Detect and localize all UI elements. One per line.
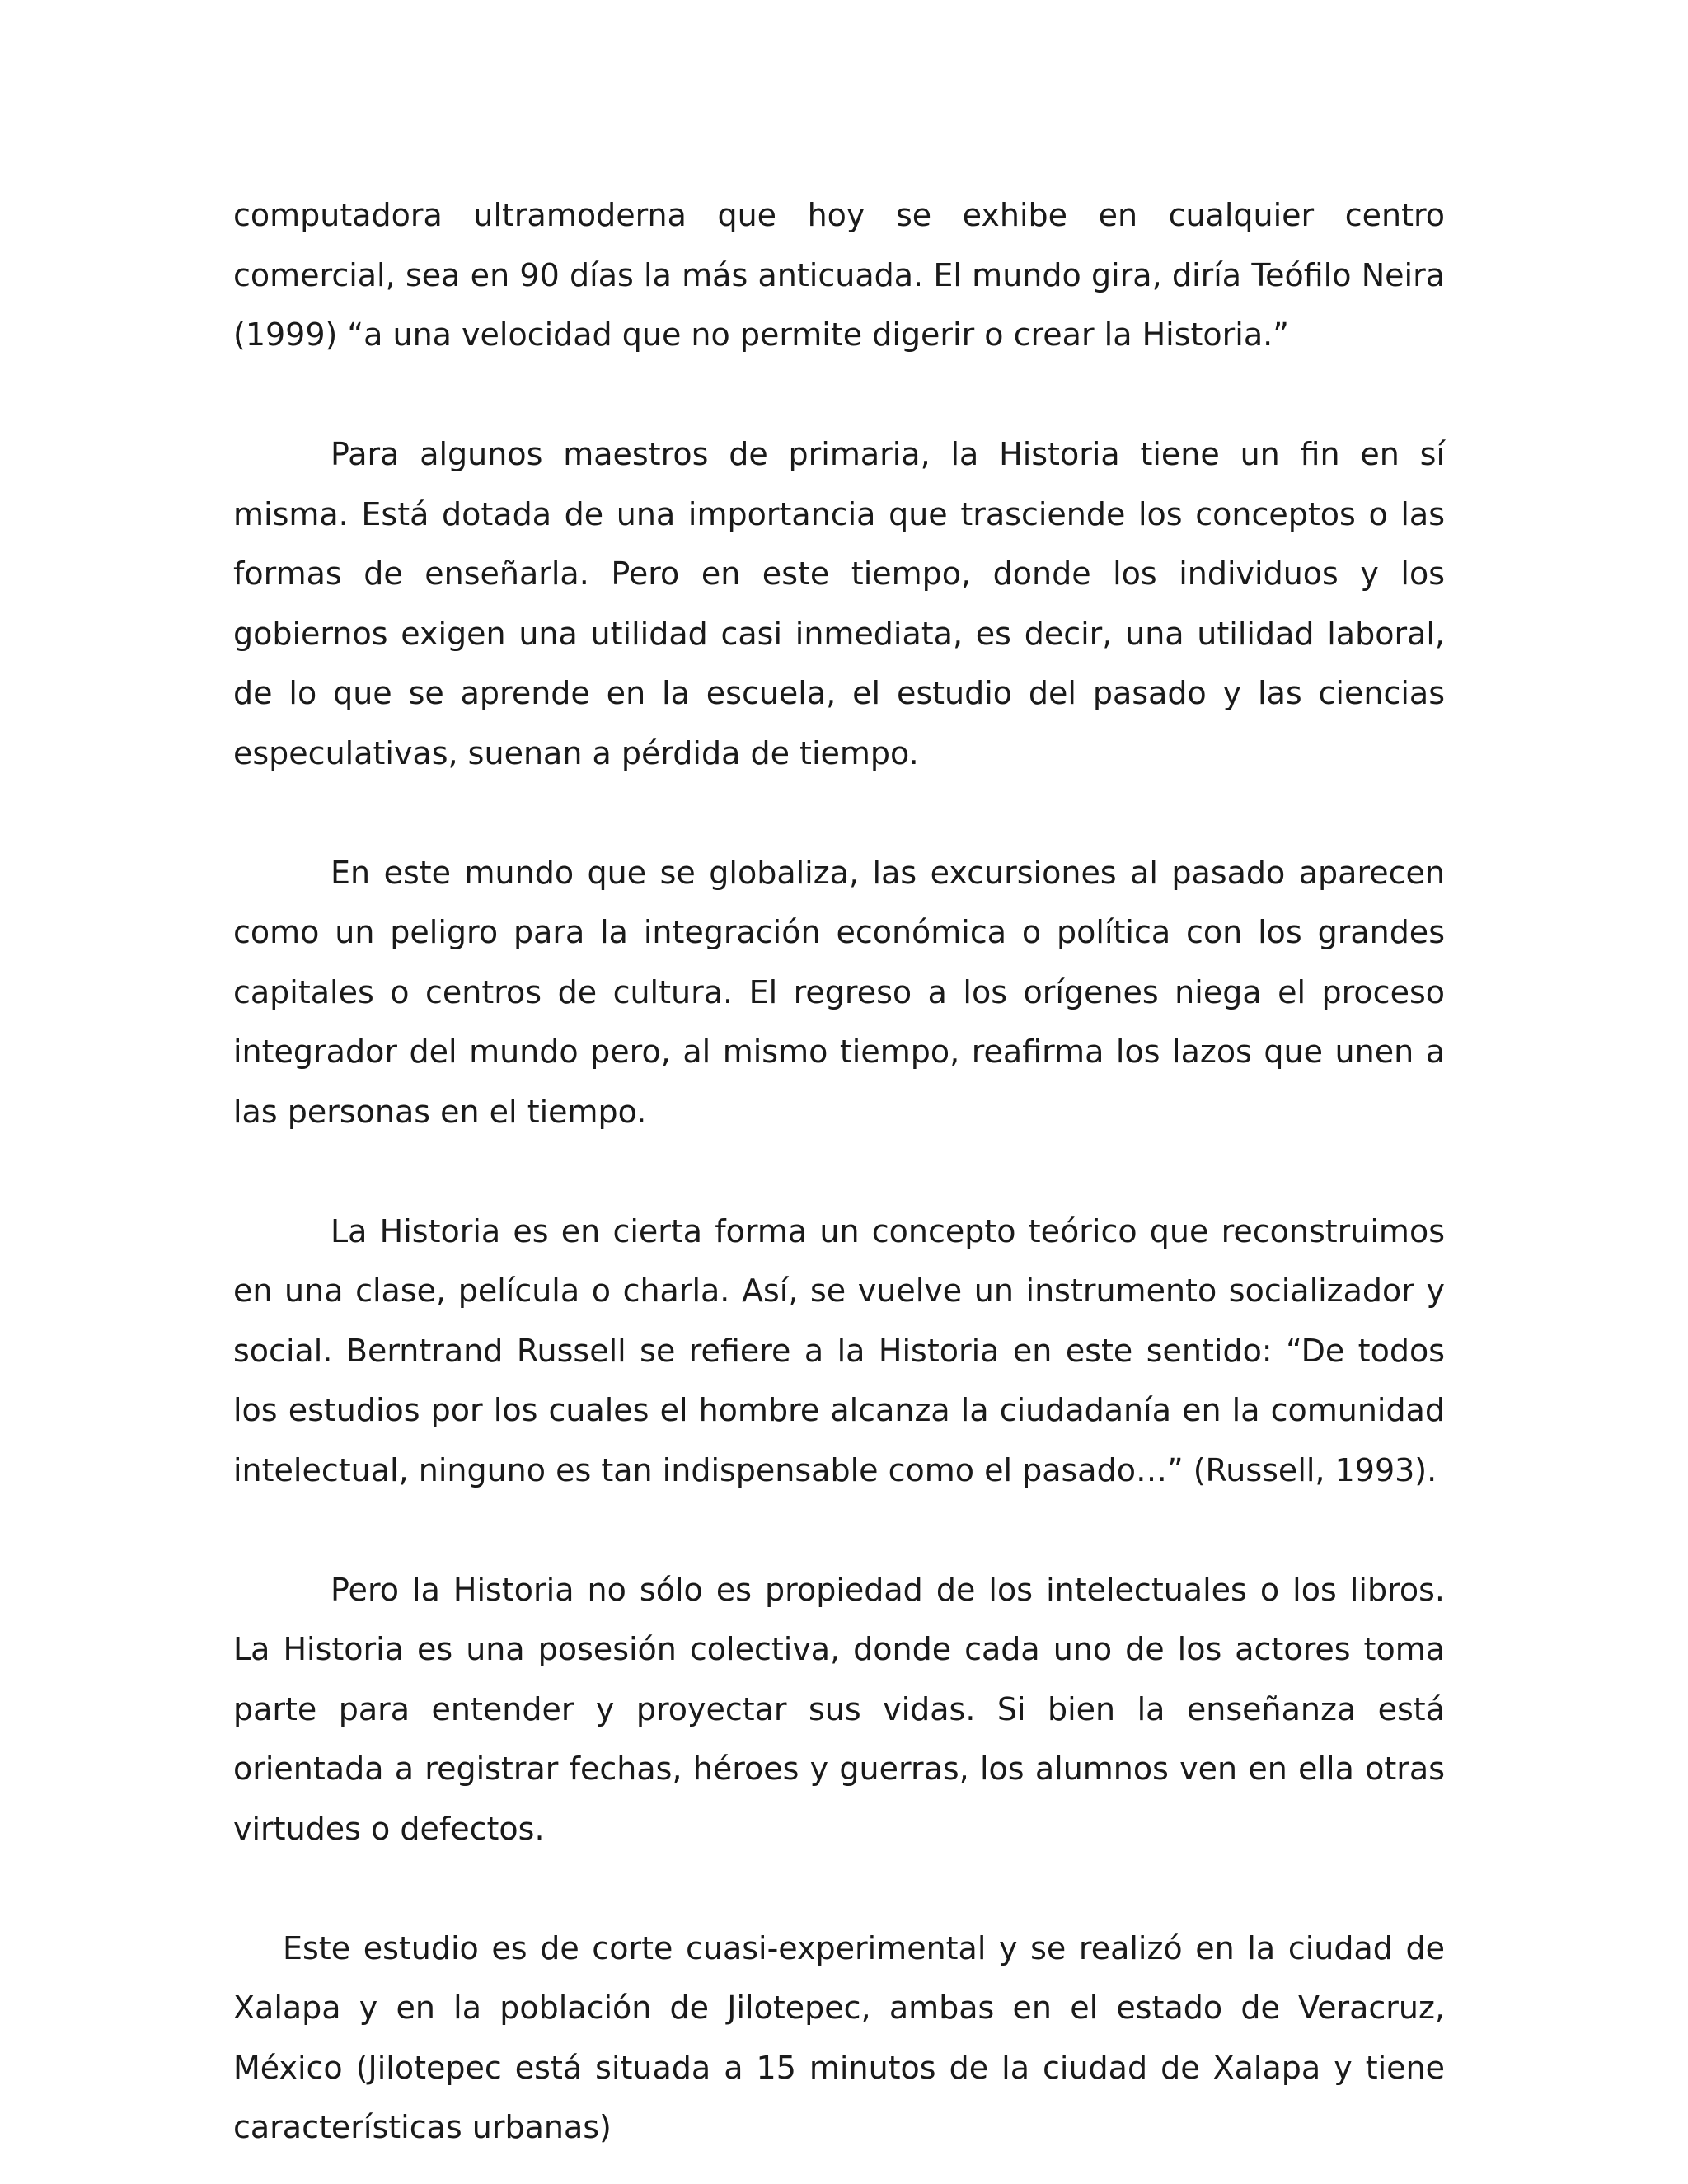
paragraph-1: computadora ultramoderna que hoy se exhibe en cualquier centro comercial, sea en 90 días la más anticuada. El mundo gira, diría Teófilo Neira (1999) “a una velocidad que no permite digerir o crear la Historia.” <box>233 197 1445 353</box>
paragraph-4: La Historia es en cierta forma un concepto teórico que reconstruimos en una clase, película o charla. Así, se vuelve un instrumento socializador y social. Berntrand Russell se refiere a la Historia en este sentido: “De todos los estudios por los cuales el hombre alcanza la ciudadanía en la comunidad intelectual, ninguno es tan indispensable como el pasado…” (Russell, 1993). <box>233 1212 1445 1488</box>
paragraph-2: Para algunos maestros de primaria, la Historia tiene un fin en sí misma. Está dotada de una importancia que trasciende los conceptos o las formas de enseñarla. Pero en este tiempo, donde los individuos y los gobiernos exigen una utilidad casi inmediata, es decir, una utilidad laboral, de lo que se aprende en la escuela, el estudio del pasado y las ciencias especulativas, suenan a pérdida de tiempo. <box>233 436 1445 771</box>
paragraph-3: En este mundo que se globaliza, las excursiones al pasado aparecen como un peligro para la integración económica o política con los grandes capitales o centros de cultura. El regreso a los orígenes niega el proceso integrador del mundo pero, al mismo tiempo, reafirma los lazos que unen a las personas en el tiempo. <box>233 854 1445 1130</box>
paragraph-6: Este estudio es de corte cuasi-experimental y se realizó en la ciudad de Xalapa y en la población de Jilotepec, ambas en el estado de Veracruz, México (Jilotepec está situada a 15 minutos de la ciudad de Xalapa y tiene características urbanas) <box>233 1929 1445 2145</box>
paragraph-5: Pero la Historia no sólo es propiedad de los intelectuales o los libros. La Historia es una posesión colectiva, donde cada uno de los actores toma parte para entender y proyectar sus vidas. Si bien la enseñanza está orientada a registrar fechas, héroes y guerras, los alumnos ven en ella otras virtudes o defectos. <box>233 1571 1445 1847</box>
body-text <box>233 185 1445 2158</box>
